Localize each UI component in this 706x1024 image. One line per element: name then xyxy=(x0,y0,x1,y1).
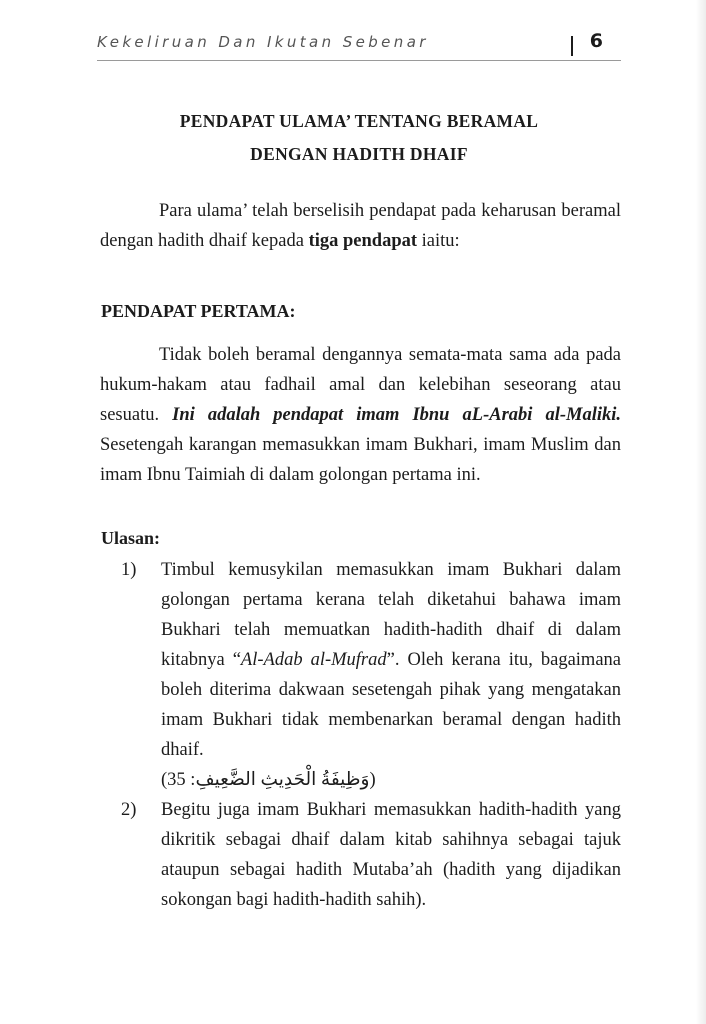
section-1-paragraph: Tidak boleh beramal dengannya semata-mata sama ada pada hukum-hakam atau fadhail amal dan kelebihan seseorang atau sesuatu. Ini adalah pendapat imam Ibnu aL-Arabi al-Maliki. Sesetengah karangan memasukkan imam Bukhari, imam Muslim dan imam Ibnu Taimiah di dalam golongan pertama ini. xyxy=(100,345,621,485)
ulasan-heading: Ulasan: xyxy=(101,528,161,548)
intro-emphasis: tiga pendapat xyxy=(308,231,418,251)
running-header xyxy=(97,30,621,61)
header-separator xyxy=(571,36,573,56)
running-header-title: Kekeliruan Dan Ikutan Sebenar xyxy=(97,33,429,51)
intro-paragraph: Para ulama’ telah berselisih pendapat pada keharusan beramal dengan hadith dhaif kepada tiga pendapat iaitu: xyxy=(100,201,621,251)
list-item-text: Begitu juga imam Bukhari memasukkan hadith-hadith yang dikritik sebagai dhaif dalam kitab sahihnya sebagai tajuk ataupun sebagai hadith Mutaba’ah (hadith yang dijadikan sokongan bagi hadith-hadith sahih). xyxy=(161,800,621,910)
section-1-emphasis: Ini adalah pendapat imam Ibnu aL-Arabi al-Maliki. xyxy=(172,405,621,425)
book-title: Al-Adab al-Mufrad xyxy=(240,650,387,670)
list-number: 2) xyxy=(121,800,137,820)
list-item-text: Timbul kemusykilan memasukkan imam Bukhari dalam golongan pertama kerana telah diketahui bahawa imam Bukhari telah memuatkan hadith-hadith dhaif di dalam kitabnya “Al-Adab al-Mufrad”. Oleh kerana itu, bagaimana boleh diterima dakwaan sesetengah pihak yang mengatakan imam Bukhari tidak membenarkan beramal dengan hadith dhaif. (35 :وَظِيفَةُ الْحَدِيثِ الضَّعِيفِ) xyxy=(161,560,621,790)
chapter-heading-line-2: DENGAN HADITH DHAIF xyxy=(250,144,468,164)
page-edge-shadow xyxy=(696,0,706,1024)
page-number: 6 xyxy=(589,30,603,52)
chapter-heading-line-1: PENDAPAT ULAMA’ TENTANG BERAMAL xyxy=(179,111,539,131)
ulasan-item-1 xyxy=(121,555,621,795)
ulasan-item-2 xyxy=(121,795,621,915)
section-heading-pendapat-pertama: PENDAPAT PERTAMA: xyxy=(101,301,296,321)
arabic-reference: (35 :وَظِيفَةُ الْحَدِيثِ الضَّعِيفِ) xyxy=(161,770,376,790)
list-number: 1) xyxy=(121,560,137,580)
